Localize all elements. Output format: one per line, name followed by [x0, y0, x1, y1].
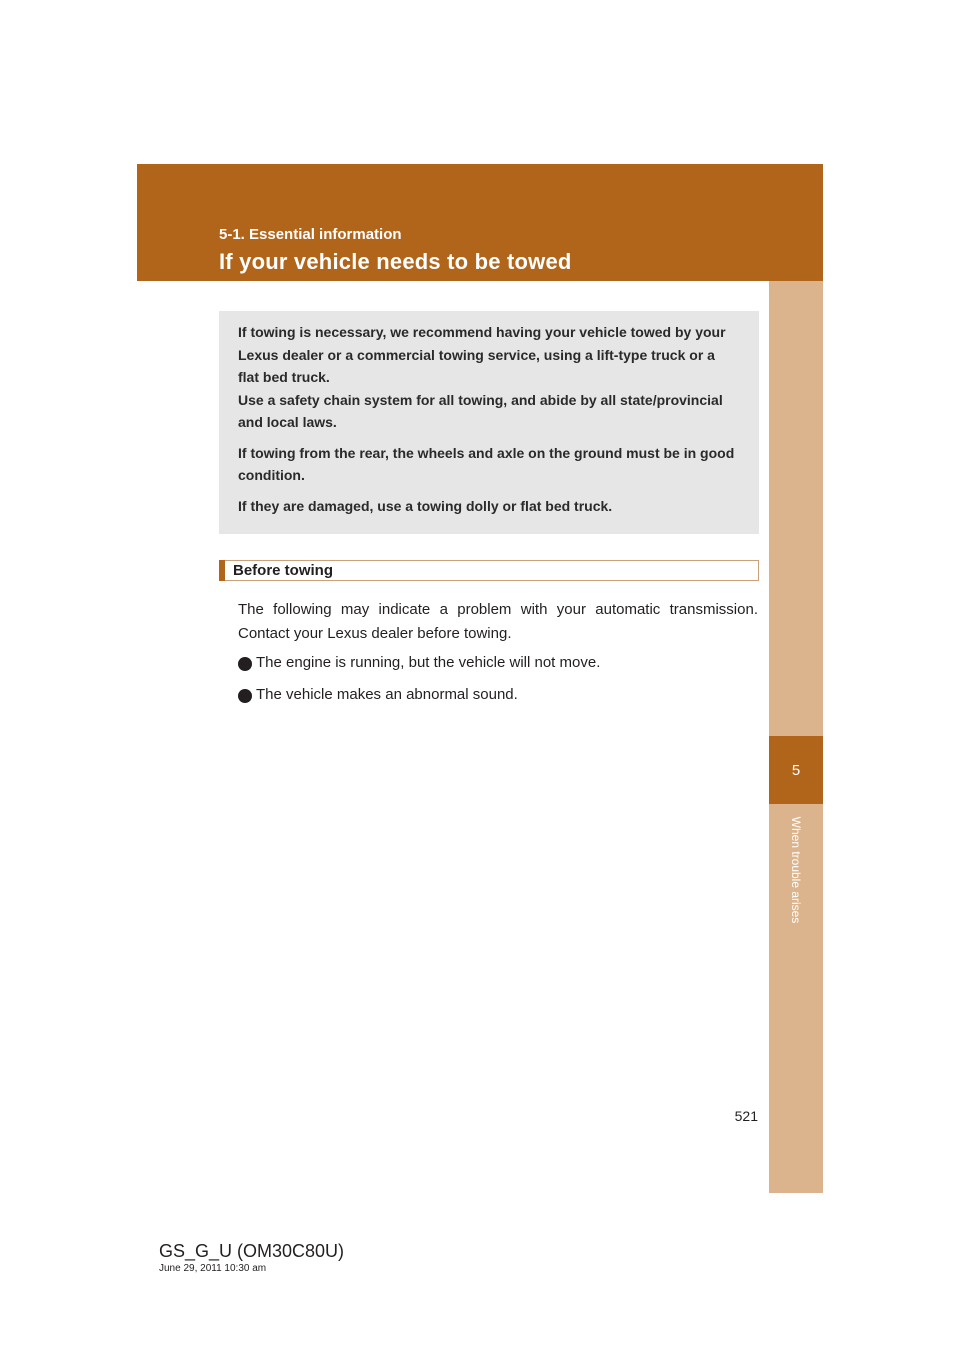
list-item	[238, 654, 600, 671]
chapter-tab	[769, 736, 823, 804]
before-towing-heading	[219, 560, 759, 581]
list-item-text: The vehicle makes an abnormal sound.	[256, 686, 518, 703]
chapter-number: 5	[791, 761, 801, 779]
heading-marker	[219, 560, 225, 581]
list-item	[238, 686, 518, 703]
intro-paragraph-1: If towing is necessary, we recommend having your vehicle towed by your Lexus dealer or a commercial towing service, using a lift-type truck or a flat bed truck.	[238, 324, 726, 385]
intro-paragraph-4: If they are damaged, use a towing dolly or flat bed truck.	[238, 497, 613, 514]
before-towing-text: The following may indicate a problem with your automatic transmission. Contact your Lexus dealer before towing.	[238, 601, 758, 642]
intro-paragraph-3: If towing from the rear, the wheels and axle on the ground must be in good condition.	[238, 444, 735, 483]
page-title: If your vehicle needs to be towed	[219, 249, 572, 274]
intro-paragraph-2: Use a safety chain system for all towing, and abide by all state/provincial and local laws.	[238, 391, 723, 430]
bullet-icon	[238, 689, 252, 703]
section-label: 5-1. Essential information	[219, 226, 402, 243]
list-item-text: The engine is running, but the vehicle will not move.	[256, 654, 601, 671]
doc-date: June 29, 2011 10:30 am	[159, 1263, 267, 1274]
before-towing-heading-text: Before towing	[233, 562, 333, 579]
page-number: 521	[734, 1108, 758, 1124]
bullet-icon	[238, 657, 252, 671]
chapter-title: When trouble arises	[789, 816, 803, 924]
intro-box	[219, 311, 759, 534]
doc-code: GS_G_U (OM30C80U)	[159, 1241, 345, 1261]
